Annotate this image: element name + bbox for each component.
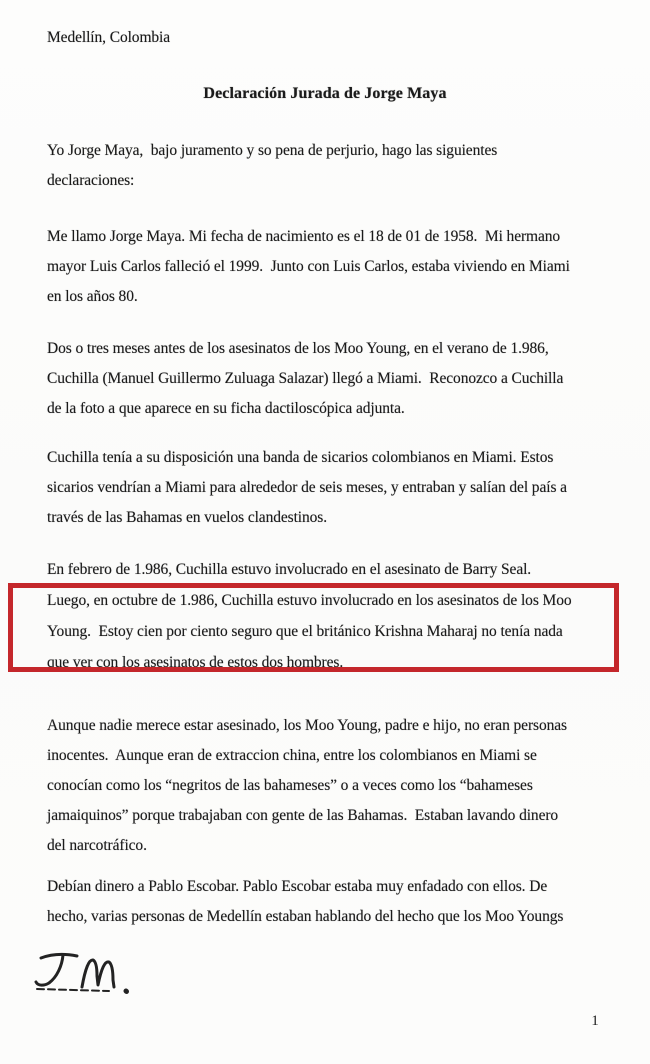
- paragraph-moo-young: [47, 711, 630, 861]
- text-line: mayor Luis Carlos falleció el 1999. Junto con Luis Carlos, estaba viviendo en Miami: [47, 258, 570, 275]
- text-line: Aunque nadie merece estar asesinado, los Moo Young, padre e hijo, no eran personas: [47, 717, 567, 734]
- text-line: declaraciones:: [47, 172, 135, 189]
- paragraph-intro: [47, 136, 630, 196]
- location-line: Medellín, Colombia: [47, 29, 171, 46]
- text-line: Me llamo Jorge Maya. Mi fecha de nacimiento es el 18 de 01 de 1958. Mi hermano: [47, 228, 561, 245]
- signature-initials: [25, 928, 195, 1003]
- text-line: inocentes. Aunque eran de extraccion china, entre los colombianos en Miami se: [47, 747, 537, 764]
- text-line: en los años 80.: [47, 288, 138, 305]
- text-line: conocían como los “negritos de las bahameses” o a veces como los “bahameses: [47, 777, 533, 794]
- paragraph-cuchilla-arrival: [47, 334, 630, 424]
- text-line: Cuchilla (Manuel Guillermo Zuluaga Salazar) llegó a Miami. Reconozco a Cuchilla: [47, 370, 564, 387]
- paragraph-asesinatos: [47, 554, 630, 678]
- paragraph-sicarios: [47, 443, 630, 533]
- text-line: que ver con los asesinatos de estos dos hombres.: [47, 654, 344, 671]
- paragraph-personal-info: [47, 222, 630, 312]
- text-line: Cuchilla tenía a su disposición una banda de sicarios colombianos en Miami. Estos: [47, 449, 554, 466]
- document-title: Declaración Jurada de Jorge Maya: [203, 85, 447, 102]
- text-line: Young. Estoy cien por ciento seguro que el británico Krishna Maharaj no tenía nada: [47, 623, 563, 640]
- text-line: Luego, en octubre de 1.986, Cuchilla estuvo involucrado en los asesinatos de los Moo: [47, 592, 572, 609]
- text-line: través de las Bahamas en vuelos clandestinos.: [47, 509, 328, 526]
- text-line: sicarios vendrían a Miami para alrededor de seis meses, y entraban y salían del país a: [47, 479, 567, 496]
- text-line: Debían dinero a Pablo Escobar. Pablo Escobar estaba muy enfadado con ellos. De: [47, 878, 548, 895]
- text-line: Yo Jorge Maya, bajo juramento y so pena de perjurio, hago las siguientes: [47, 142, 498, 159]
- text-line: En febrero de 1.986, Cuchilla estuvo involucrado en el asesinato de Barry Seal.: [47, 561, 532, 578]
- page-number: 1: [591, 1013, 599, 1029]
- text-line: jamaiquinos” porque trabajaban con gente de las Bahamas. Estaban lavando dinero: [47, 807, 559, 824]
- paragraph-pablo-escobar: [47, 872, 630, 932]
- text-line: hecho, varias personas de Medellín estaban hablando del hecho que los Moo Youngs: [47, 908, 564, 925]
- text-line: del narcotráfico.: [47, 837, 147, 854]
- text-line: de la foto a que aparece en su ficha dactiloscópica adjunta.: [47, 400, 405, 417]
- text-line: Dos o tres meses antes de los asesinatos de los Moo Young, en el verano de 1.986,: [47, 340, 549, 357]
